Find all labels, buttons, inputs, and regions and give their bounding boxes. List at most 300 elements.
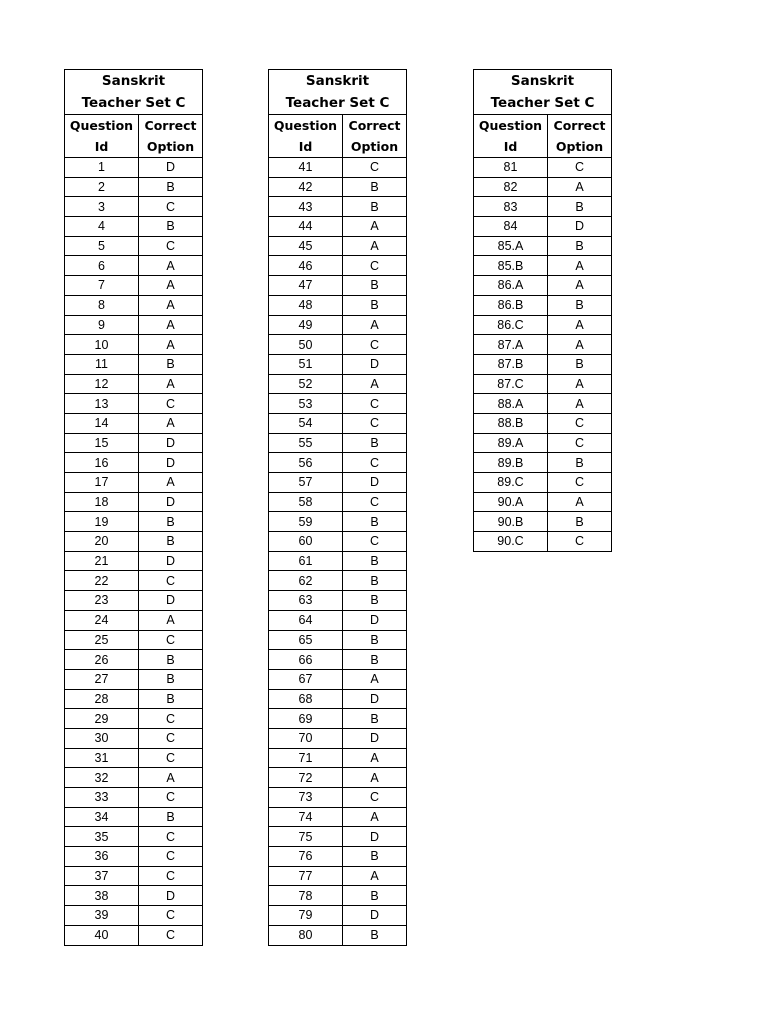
question-id-cell: 5 [65, 236, 139, 256]
question-id-header [474, 115, 548, 158]
correct-option-cell: B [343, 197, 407, 217]
question-id-cell: 90.B [474, 512, 548, 532]
correct-option-cell: B [139, 650, 203, 670]
question-id-cell: 49 [269, 315, 343, 335]
question-id-cell: 57 [269, 473, 343, 493]
question-id-cell: 72 [269, 768, 343, 788]
table-row [65, 217, 203, 237]
correct-option-cell: A [548, 335, 612, 355]
table-row [269, 709, 407, 729]
table-row [269, 807, 407, 827]
table-row [65, 453, 203, 473]
question-id-cell: 14 [65, 413, 139, 433]
question-id-cell: 88.A [474, 394, 548, 414]
question-id-header [269, 115, 343, 158]
question-id-cell: 70 [269, 728, 343, 748]
correct-option-cell: B [343, 591, 407, 611]
question-id-cell: 21 [65, 551, 139, 571]
correct-option-cell: B [343, 295, 407, 315]
question-id-cell: 43 [269, 197, 343, 217]
question-id-cell: 6 [65, 256, 139, 276]
correct-option-cell: C [139, 630, 203, 650]
question-id-cell: 71 [269, 748, 343, 768]
question-id-cell: 32 [65, 768, 139, 788]
correct-option-cell: C [343, 394, 407, 414]
correct-option-cell: A [139, 768, 203, 788]
question-id-cell: 54 [269, 413, 343, 433]
table-row [269, 473, 407, 493]
correct-option-cell: B [139, 669, 203, 689]
table-row [65, 236, 203, 256]
correct-option-cell: C [139, 236, 203, 256]
table-row [65, 433, 203, 453]
table-row [474, 335, 612, 355]
table-row [65, 473, 203, 493]
answer-key-table-3 [473, 69, 612, 552]
question-id-cell: 4 [65, 217, 139, 237]
question-id-cell: 12 [65, 374, 139, 394]
table-row [269, 906, 407, 926]
question-id-cell: 84 [474, 217, 548, 237]
correct-option-cell: C [139, 847, 203, 867]
correct-option-cell: D [139, 158, 203, 178]
table-row [65, 728, 203, 748]
correct-option-cell: B [343, 650, 407, 670]
question-id-cell: 40 [65, 925, 139, 945]
table-row [65, 413, 203, 433]
correct-option-cell: B [343, 433, 407, 453]
table-row [65, 394, 203, 414]
table-row [474, 217, 612, 237]
table-row [474, 256, 612, 276]
question-id-cell: 23 [65, 591, 139, 611]
question-id-cell: 17 [65, 473, 139, 493]
correct-option-cell: B [343, 276, 407, 296]
correct-option-cell: C [343, 532, 407, 552]
correct-option-cell: B [343, 571, 407, 591]
table-row [474, 177, 612, 197]
table-row [269, 295, 407, 315]
table-row [269, 217, 407, 237]
correct-option-cell: A [548, 394, 612, 414]
answer-rows [65, 158, 203, 946]
correct-option-cell: B [343, 551, 407, 571]
question-id-cell: 55 [269, 433, 343, 453]
correct-option-cell: C [343, 492, 407, 512]
table-title-row [269, 70, 407, 115]
table-title-line-2: Teacher Set C [81, 95, 186, 111]
question-id-cell: 7 [65, 276, 139, 296]
correct-option-header-line-2: Option [555, 139, 604, 154]
question-id-cell: 79 [269, 906, 343, 926]
correct-option-cell: A [343, 748, 407, 768]
question-id-cell: 59 [269, 512, 343, 532]
question-id-cell: 51 [269, 354, 343, 374]
correct-option-cell: C [139, 925, 203, 945]
table-row [474, 276, 612, 296]
table-title-line-1: Sanskrit [510, 73, 575, 89]
table-row [269, 236, 407, 256]
correct-option-cell: A [548, 276, 612, 296]
answer-key-table-2 [268, 69, 407, 946]
question-id-cell: 30 [65, 728, 139, 748]
correct-option-header [343, 115, 407, 158]
question-id-header-line-1: Question [478, 118, 543, 133]
table-row [269, 650, 407, 670]
question-id-cell: 44 [269, 217, 343, 237]
correct-option-cell: A [139, 610, 203, 630]
correct-option-cell: D [548, 217, 612, 237]
question-id-cell: 13 [65, 394, 139, 414]
correct-option-cell: B [548, 236, 612, 256]
correct-option-cell: A [343, 374, 407, 394]
table-row [474, 394, 612, 414]
question-id-cell: 29 [65, 709, 139, 729]
question-id-cell: 31 [65, 748, 139, 768]
table-row [474, 512, 612, 532]
question-id-cell: 2 [65, 177, 139, 197]
correct-option-cell: B [139, 807, 203, 827]
column-header-row [269, 115, 407, 158]
question-id-cell: 25 [65, 630, 139, 650]
table-row [65, 335, 203, 355]
correct-option-cell: A [548, 315, 612, 335]
correct-option-cell: B [343, 630, 407, 650]
correct-option-cell: B [343, 925, 407, 945]
table-title-line-2: Teacher Set C [490, 95, 595, 111]
correct-option-cell: A [139, 256, 203, 276]
correct-option-cell: A [548, 256, 612, 276]
question-id-cell: 3 [65, 197, 139, 217]
correct-option-cell: C [139, 788, 203, 808]
answer-key-table-1 [64, 69, 203, 946]
correct-option-cell: B [139, 532, 203, 552]
table-row [65, 591, 203, 611]
table-row [269, 433, 407, 453]
table-row [65, 177, 203, 197]
table-row [474, 295, 612, 315]
correct-option-cell: A [139, 374, 203, 394]
question-id-cell: 89.A [474, 433, 548, 453]
question-id-cell: 86.A [474, 276, 548, 296]
correct-option-cell: B [548, 197, 612, 217]
correct-option-cell: C [139, 197, 203, 217]
question-id-cell: 34 [65, 807, 139, 827]
question-id-cell: 18 [65, 492, 139, 512]
correct-option-cell: B [343, 847, 407, 867]
table-row [474, 413, 612, 433]
correct-option-cell: C [139, 748, 203, 768]
table-row [65, 256, 203, 276]
question-id-header-line-1: Question [69, 118, 134, 133]
table-row [269, 925, 407, 945]
correct-option-cell: B [548, 354, 612, 374]
question-id-cell: 53 [269, 394, 343, 414]
table-row [65, 354, 203, 374]
table-row [269, 591, 407, 611]
correct-option-cell: C [343, 413, 407, 433]
table-row [474, 374, 612, 394]
table-row [65, 906, 203, 926]
correct-option-cell: C [139, 906, 203, 926]
table-row [474, 453, 612, 473]
correct-option-cell: D [343, 473, 407, 493]
question-id-cell: 50 [269, 335, 343, 355]
table-row [65, 276, 203, 296]
table-row [474, 236, 612, 256]
question-id-cell: 88.B [474, 413, 548, 433]
question-id-cell: 45 [269, 236, 343, 256]
correct-option-cell: C [343, 453, 407, 473]
question-id-cell: 69 [269, 709, 343, 729]
correct-option-cell: B [139, 354, 203, 374]
question-id-cell: 89.C [474, 473, 548, 493]
correct-option-cell: D [139, 886, 203, 906]
table-row [65, 512, 203, 532]
answer-rows [269, 158, 407, 946]
correct-option-cell: D [139, 591, 203, 611]
table-row [269, 768, 407, 788]
table-row [269, 788, 407, 808]
correct-option-cell: B [139, 689, 203, 709]
table-title [474, 70, 612, 115]
question-id-cell: 64 [269, 610, 343, 630]
correct-option-cell: C [548, 413, 612, 433]
question-id-cell: 27 [65, 669, 139, 689]
correct-option-cell: A [343, 236, 407, 256]
correct-option-cell: B [548, 295, 612, 315]
question-id-cell: 22 [65, 571, 139, 591]
table-row [65, 492, 203, 512]
table-row [65, 295, 203, 315]
correct-option-cell: A [139, 315, 203, 335]
table-row [269, 886, 407, 906]
correct-option-cell: D [343, 354, 407, 374]
correct-option-cell: B [139, 512, 203, 532]
question-id-cell: 58 [269, 492, 343, 512]
question-id-header-line-1: Question [273, 118, 338, 133]
table-row [269, 630, 407, 650]
table-row [269, 512, 407, 532]
question-id-cell: 35 [65, 827, 139, 847]
question-id-cell: 8 [65, 295, 139, 315]
correct-option-cell: A [139, 276, 203, 296]
question-id-cell: 77 [269, 866, 343, 886]
correct-option-cell: C [139, 866, 203, 886]
correct-option-cell: A [548, 492, 612, 512]
correct-option-header [139, 115, 203, 158]
table-title [65, 70, 203, 115]
table-row [269, 571, 407, 591]
table-row [269, 669, 407, 689]
column-header-row [474, 115, 612, 158]
table-row [269, 847, 407, 867]
question-id-cell: 39 [65, 906, 139, 926]
question-id-cell: 66 [269, 650, 343, 670]
table-title [269, 70, 407, 115]
table-row [269, 276, 407, 296]
correct-option-cell: A [139, 413, 203, 433]
correct-option-cell: C [548, 532, 612, 552]
table-row [269, 354, 407, 374]
correct-option-header-line-2: Option [146, 139, 195, 154]
question-id-cell: 42 [269, 177, 343, 197]
question-id-cell: 63 [269, 591, 343, 611]
table-row [65, 669, 203, 689]
question-id-cell: 38 [65, 886, 139, 906]
correct-option-cell: D [139, 453, 203, 473]
table-row [474, 433, 612, 453]
correct-option-header-line-1: Correct [553, 118, 606, 133]
question-id-cell: 52 [269, 374, 343, 394]
question-id-header-line-2: Id [503, 139, 518, 154]
table-row [269, 551, 407, 571]
question-id-cell: 73 [269, 788, 343, 808]
correct-option-cell: D [343, 728, 407, 748]
question-id-cell: 65 [269, 630, 343, 650]
question-id-cell: 26 [65, 650, 139, 670]
question-id-cell: 16 [65, 453, 139, 473]
question-id-cell: 86.C [474, 315, 548, 335]
table-row [269, 335, 407, 355]
correct-option-cell: C [548, 158, 612, 178]
table-row [65, 886, 203, 906]
question-id-cell: 90.A [474, 492, 548, 512]
question-id-header-line-2: Id [298, 139, 313, 154]
correct-option-cell: A [139, 335, 203, 355]
table-row [65, 788, 203, 808]
question-id-cell: 28 [65, 689, 139, 709]
table-title-line-1: Sanskrit [305, 73, 370, 89]
correct-option-cell: B [343, 886, 407, 906]
correct-option-header-line-1: Correct [348, 118, 401, 133]
table-row [474, 473, 612, 493]
correct-option-cell: C [343, 256, 407, 276]
table-row [269, 866, 407, 886]
table-row [269, 158, 407, 178]
table-row [65, 748, 203, 768]
question-id-cell: 1 [65, 158, 139, 178]
correct-option-cell: A [548, 374, 612, 394]
correct-option-cell: D [343, 610, 407, 630]
table-row [65, 689, 203, 709]
correct-option-cell: C [139, 728, 203, 748]
table-row [65, 571, 203, 591]
question-id-cell: 90.C [474, 532, 548, 552]
question-id-cell: 89.B [474, 453, 548, 473]
table-row [269, 748, 407, 768]
question-id-cell: 36 [65, 847, 139, 867]
question-id-cell: 41 [269, 158, 343, 178]
question-id-cell: 47 [269, 276, 343, 296]
question-id-cell: 46 [269, 256, 343, 276]
table-row [269, 827, 407, 847]
table-row [65, 807, 203, 827]
correct-option-cell: A [343, 217, 407, 237]
table-row [65, 315, 203, 335]
correct-option-cell: B [548, 512, 612, 532]
question-id-cell: 24 [65, 610, 139, 630]
question-id-cell: 87.B [474, 354, 548, 374]
correct-option-header-line-1: Correct [144, 118, 197, 133]
question-id-cell: 85.B [474, 256, 548, 276]
table-row [474, 197, 612, 217]
answer-rows [474, 158, 612, 552]
correct-option-cell: C [139, 827, 203, 847]
question-id-cell: 85.A [474, 236, 548, 256]
table-row [65, 709, 203, 729]
question-id-cell: 74 [269, 807, 343, 827]
table-title-row [65, 70, 203, 115]
table-row [269, 492, 407, 512]
table-row [65, 551, 203, 571]
correct-option-cell: A [343, 315, 407, 335]
question-id-cell: 81 [474, 158, 548, 178]
table-title-line-1: Sanskrit [101, 73, 166, 89]
correct-option-cell: C [343, 335, 407, 355]
table-row [269, 256, 407, 276]
table-row [269, 453, 407, 473]
correct-option-cell: B [343, 512, 407, 532]
correct-option-header-line-2: Option [350, 139, 399, 154]
table-row [269, 413, 407, 433]
table-row [269, 689, 407, 709]
question-id-cell: 37 [65, 866, 139, 886]
question-id-cell: 20 [65, 532, 139, 552]
question-id-cell: 75 [269, 827, 343, 847]
correct-option-cell: D [139, 551, 203, 571]
table-title-row [474, 70, 612, 115]
question-id-cell: 48 [269, 295, 343, 315]
question-id-cell: 60 [269, 532, 343, 552]
column-header-row [65, 115, 203, 158]
question-id-cell: 33 [65, 788, 139, 808]
question-id-cell: 15 [65, 433, 139, 453]
question-id-cell: 86.B [474, 295, 548, 315]
table-row [65, 610, 203, 630]
question-id-cell: 76 [269, 847, 343, 867]
correct-option-cell: A [343, 866, 407, 886]
correct-option-cell: A [139, 295, 203, 315]
question-id-cell: 62 [269, 571, 343, 591]
table-row [65, 158, 203, 178]
correct-option-cell: B [343, 709, 407, 729]
question-id-cell: 10 [65, 335, 139, 355]
correct-option-cell: A [139, 473, 203, 493]
table-row [269, 532, 407, 552]
question-id-header-line-2: Id [94, 139, 109, 154]
question-id-cell: 87.C [474, 374, 548, 394]
correct-option-cell: D [343, 906, 407, 926]
question-id-cell: 80 [269, 925, 343, 945]
correct-option-cell: D [343, 827, 407, 847]
table-row [65, 847, 203, 867]
correct-option-cell: B [548, 453, 612, 473]
correct-option-cell: A [343, 669, 407, 689]
table-row [269, 728, 407, 748]
correct-option-cell: C [139, 394, 203, 414]
table-row [65, 532, 203, 552]
table-row [474, 354, 612, 374]
table-row [65, 197, 203, 217]
question-id-cell: 83 [474, 197, 548, 217]
correct-option-cell: C [139, 571, 203, 591]
correct-option-cell: A [548, 177, 612, 197]
question-id-cell: 19 [65, 512, 139, 532]
correct-option-cell: D [139, 492, 203, 512]
correct-option-cell: C [343, 788, 407, 808]
question-id-cell: 78 [269, 886, 343, 906]
